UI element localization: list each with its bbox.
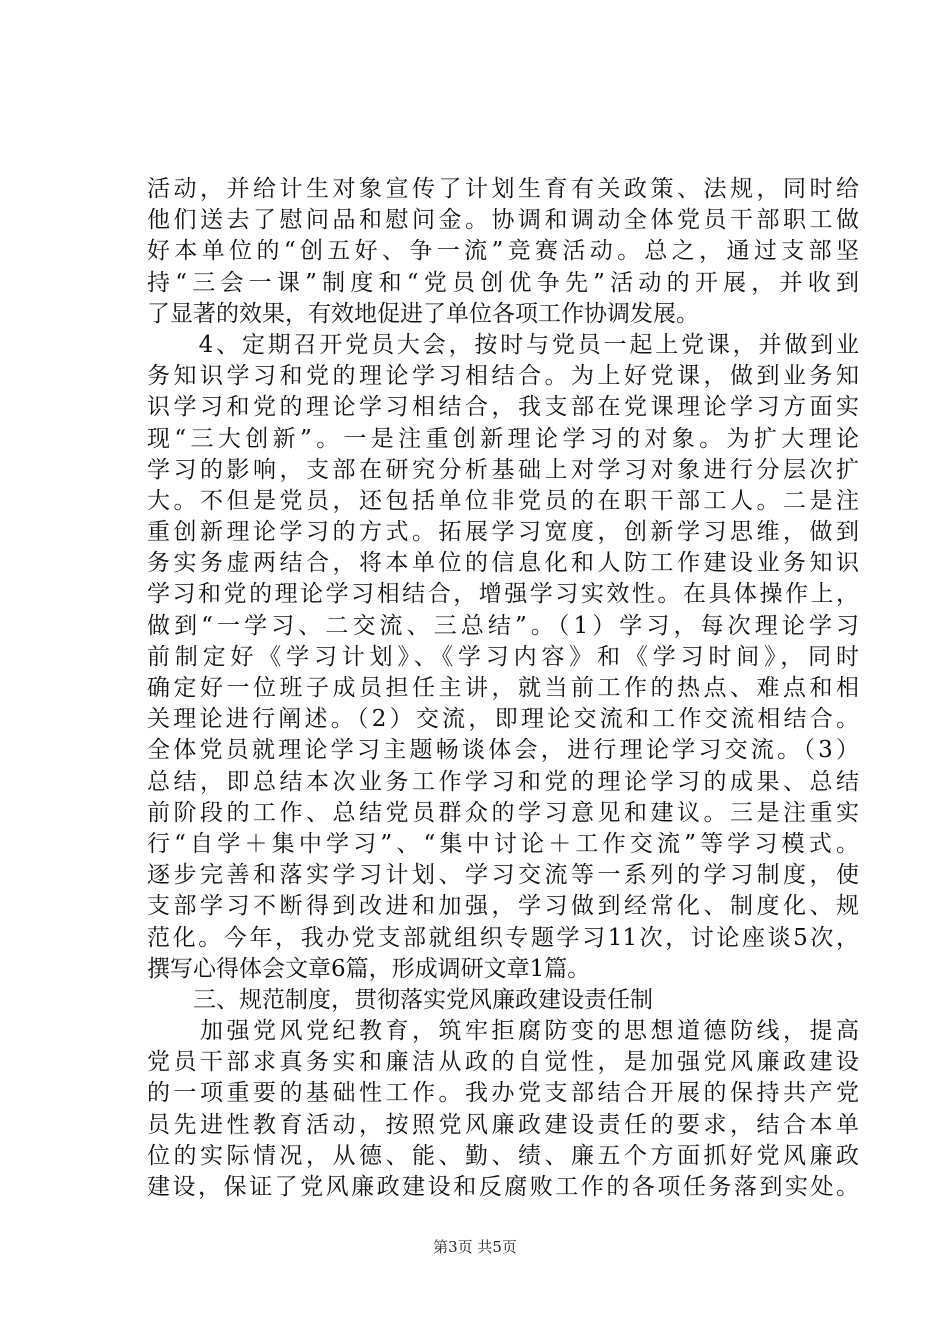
text-line: 做到“一学习、二交流、三总结”。（1）学习，每次理论学习 [147, 612, 859, 639]
document-body [147, 174, 859, 1203]
text-line: 总结，即总结本次业务工作学习和党的理论学习的成果、总结 [147, 768, 859, 795]
text-line: 4、定期召开党员大会，按时与党员一起上党课，并做到业 [147, 331, 859, 358]
text-line: 前制定好《学习计划》、《学习内容》和《学习时间》，同时 [147, 643, 859, 670]
text-line: 员先进性教育活动，按照党风廉政建设责任的要求，结合本单 [147, 1111, 859, 1138]
page-footer: 第3页 共5页 [433, 1238, 517, 1256]
text-line: 支部学习不断得到改进和加强，学习做到经常化、制度化、规 [147, 893, 859, 920]
text-line: 的一项重要的基础性工作。我办党支部结合开展的保持共产党 [147, 1080, 859, 1107]
text-line: 识学习和党的理论学习相结合，我支部在党课理论学习方面实 [147, 394, 859, 421]
text-line: 现“三大创新”。一是注重创新理论学习的对象。为扩大理论 [147, 425, 859, 452]
text-line: 逐步完善和落实学习计划、学习交流等一系列的学习制度，使 [147, 862, 859, 889]
text-line: 他们送去了慰问品和慰问金。协调和调动全体党员干部职工做 [147, 207, 859, 234]
text-line: 务实务虚两结合，将本单位的信息化和人防工作建设业务知识 [147, 550, 859, 577]
text-line: 好本单位的“创五好、争一流”竞赛活动。总之，通过支部坚 [147, 238, 859, 265]
text-line: 三、规范制度，贯彻落实党风廉政建设责任制 [147, 986, 653, 1013]
text-line: 学习的影响，支部在研究分析基础上对学习对象进行分层次扩 [147, 456, 859, 483]
text-line: 活动，并给计生对象宣传了计划生育有关政策、法规，同时给 [147, 176, 859, 202]
text-line: 确定好一位班子成员担任主讲，就当前工作的热点、难点和相 [147, 675, 859, 701]
text-line: 关理论进行阐述。（2）交流，即理论交流和工作交流相结合。 [147, 706, 859, 733]
text-line: 撰写心得体会文章6篇，形成调研文章1篇。 [147, 955, 591, 982]
text-line: 务知识学习和党的理论学习相结合。为上好党课，做到业务知 [147, 363, 859, 390]
text-line: 前阶段的工作、总结党员群众的学习意见和建议。三是注重实 [147, 799, 859, 826]
text-line: 重创新理论学习的方式。拓展学习宽度，创新学习思维，做到 [147, 519, 859, 546]
text-line: 持“三会一课”制度和“党员创优争先”活动的开展，并收到 [147, 269, 859, 296]
text-line: 大。不但是党员，还包括单位非党员的在职干部工人。二是注 [147, 487, 859, 514]
text-line: 范化。今年，我办党支部就组织专题学习11次，讨论座谈5次， [147, 924, 859, 951]
text-line: 学习和党的理论学习相结合，增强学习实效性。在具体操作上， [147, 581, 859, 608]
text-line: 加强党风党纪教育，筑牢拒腐防变的思想道德防线，提高 [147, 1018, 859, 1045]
text-line: 行“自学＋集中学习”、“集中讨论＋工作交流”等学习模式。 [147, 830, 859, 857]
text-line: 位的实际情况，从德、能、勤、绩、廉五个方面抓好党风廉政 [147, 1142, 859, 1169]
text-line: 党员干部求真务实和廉洁从政的自觉性，是加强党风廉政建设 [147, 1049, 859, 1076]
text-line: 全体党员就理论学习主题畅谈体会，进行理论学习交流。（3） [147, 737, 859, 764]
text-line: 建设，保证了党风廉政建设和反腐败工作的各项任务落到实处。 [147, 1174, 859, 1200]
text-line: 了显著的效果，有效地促进了单位各项工作协调发展。 [147, 300, 699, 327]
